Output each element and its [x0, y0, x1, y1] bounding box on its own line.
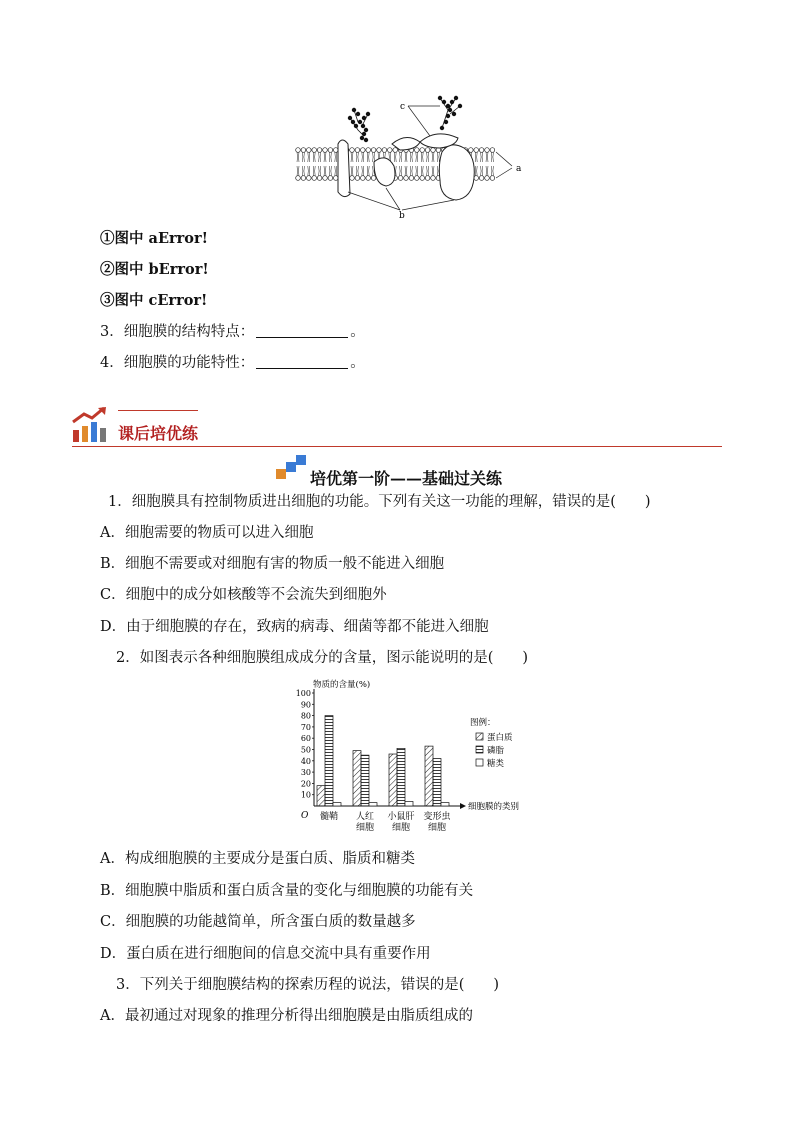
lipid-head — [296, 176, 301, 181]
lipid-tail — [335, 166, 337, 176]
lipid-head — [490, 148, 495, 153]
lipid-tail — [319, 166, 321, 176]
lipid-head — [371, 148, 376, 153]
fill-item-2: ②图中 bError! — [100, 261, 209, 278]
lipid-head — [420, 176, 425, 181]
lipid-tail — [427, 152, 429, 162]
lipid-tail — [313, 152, 315, 162]
lipid-tail — [481, 152, 483, 162]
legend-label: 蛋白质 — [487, 733, 513, 743]
lipid-head — [323, 148, 328, 153]
lipid-head — [479, 148, 484, 153]
q2-option-b[interactable]: B．细胞膜中脂质和蛋白质含量的变化与细胞膜的功能有关 — [100, 883, 474, 899]
x-axis-arrow — [460, 803, 466, 809]
transmembrane-protein — [338, 140, 350, 197]
y-tick-label: 10 — [300, 790, 311, 800]
lipid-tail — [481, 166, 483, 176]
bar-horizontal — [397, 748, 405, 806]
lipid-tail — [302, 152, 304, 162]
q1-option-c[interactable]: C．细胞中的成分如核酸等不会流失到细胞外 — [100, 587, 387, 603]
large-protein — [439, 145, 474, 200]
lipid-head — [377, 148, 382, 153]
y-tick-label: 80 — [300, 711, 311, 721]
lipid-head — [366, 176, 371, 181]
q2-option-d[interactable]: D．蛋白质在进行细胞间的信息交流中具有重要作用 — [100, 946, 431, 962]
bar-empty — [441, 803, 449, 806]
lipid-tail — [475, 166, 477, 176]
lipid-head — [415, 148, 420, 153]
section-divider-short — [118, 410, 198, 411]
lipid-head — [334, 148, 339, 153]
sugar-dot — [364, 138, 368, 142]
bar-empty — [405, 801, 413, 806]
lipid-tail — [297, 166, 299, 176]
lipid-tail — [491, 166, 493, 176]
lipid-tail — [410, 152, 412, 162]
lipid-tail — [362, 166, 364, 176]
lipid-head — [361, 148, 366, 153]
y-tick-label: 70 — [300, 722, 311, 732]
lipid-head — [350, 148, 355, 153]
lipid-tail — [486, 152, 488, 162]
label-c: c — [400, 102, 406, 112]
lipid-tail — [302, 166, 304, 176]
section-divider — [72, 446, 722, 447]
y-tick-label: 60 — [300, 734, 311, 744]
lipid-head — [382, 148, 387, 153]
lipid-tail — [394, 152, 396, 162]
lipid-tail — [313, 166, 315, 176]
y-tick-label: 30 — [300, 768, 311, 778]
category-label: 细胞 — [355, 823, 375, 833]
lipid-head — [425, 176, 430, 181]
sugar-dot — [364, 128, 368, 132]
question-3-stem: 3．下列关于细胞膜结构的探索历程的说法，错误的是( ) — [116, 977, 500, 993]
lipid-tail — [297, 152, 299, 162]
legend-label: 磷脂 — [487, 746, 505, 756]
fill-item-1: ①图中 aError! — [100, 230, 208, 247]
lipid-tail — [427, 166, 429, 176]
q1-option-a[interactable]: A．细胞需要的物质可以进入细胞 — [100, 525, 314, 541]
lipid-head — [388, 148, 393, 153]
membrane-composition-chart — [284, 676, 536, 842]
lipid-head — [404, 176, 409, 181]
lipid-head — [301, 148, 306, 153]
lipid-tail — [437, 152, 439, 162]
lipid-tail — [432, 166, 434, 176]
q3-option-a[interactable]: A．最初通过对现象的推理分析得出细胞膜是由脂质组成的 — [100, 1008, 473, 1024]
lipid-head — [490, 176, 495, 181]
lipid-head — [469, 148, 474, 153]
lipid-head — [317, 148, 322, 153]
lipid-head — [398, 176, 403, 181]
lipid-tail — [324, 166, 326, 176]
lipid-head — [307, 176, 312, 181]
lipid-tail — [410, 166, 412, 176]
lipid-head — [307, 148, 312, 153]
q2-option-a[interactable]: A．构成细胞膜的主要成分是蛋白质、脂质和糖类 — [100, 851, 415, 867]
category-label: 细胞 — [427, 823, 447, 833]
lipid-head — [301, 176, 306, 181]
lipid-tail — [416, 166, 418, 176]
category-label: 变形虫 — [423, 812, 451, 822]
lipid-tail — [367, 166, 369, 176]
y-tick-label: 20 — [300, 779, 311, 789]
lipid-head — [334, 176, 339, 181]
y-tick-label: 90 — [300, 700, 311, 710]
bar-diagonal — [317, 786, 325, 806]
lipid-tail — [362, 152, 364, 162]
lipid-tail — [405, 152, 407, 162]
lipid-tail — [351, 166, 353, 176]
lipid-head — [317, 176, 322, 181]
question-2-stem: 2．如图表示各种细胞膜组成成分的含量，图示能说明的是( ) — [116, 650, 529, 666]
lipid-tail — [329, 166, 331, 176]
lipid-tail — [486, 166, 488, 176]
q1-option-d[interactable]: D．由于细胞膜的存在，致病的病毒、细菌等都不能进入细胞 — [100, 619, 489, 635]
lipid-head — [431, 148, 436, 153]
growth-chart-icon — [70, 406, 110, 444]
lipid-head — [361, 176, 366, 181]
lipid-tail — [367, 152, 369, 162]
lipid-tail — [400, 152, 402, 162]
q1-option-b[interactable]: B．细胞不需要或对细胞有害的物质一般不能进入细胞 — [100, 556, 445, 572]
label-b: b — [399, 211, 405, 220]
sub-section-title: 培优第一阶——基础过关练 — [310, 469, 503, 488]
lipid-tail — [356, 152, 358, 162]
legend-swatch — [476, 746, 483, 753]
lipid-head — [393, 148, 398, 153]
category-label: 髓鞘 — [319, 812, 339, 822]
lipid-head — [350, 176, 355, 181]
bar-horizontal — [433, 759, 441, 806]
y-tick-label: 100 — [295, 689, 311, 698]
category-label: 细胞 — [391, 823, 411, 833]
lipid-tail — [421, 152, 423, 162]
lipid-head — [474, 148, 479, 153]
answer-blank[interactable] — [256, 323, 348, 338]
sugar-dot — [360, 136, 364, 140]
legend-label: 糖类 — [487, 759, 505, 769]
lipid-head — [420, 148, 425, 153]
lipid-tail — [400, 166, 402, 176]
lipid-head — [323, 176, 328, 181]
question-function-feature: 4．细胞膜的功能特性： 。 — [100, 355, 365, 371]
bar-diagonal — [389, 754, 397, 806]
bar-diagonal — [353, 751, 361, 806]
lipid-tail — [432, 152, 434, 162]
x-axis-label: 细胞膜的类别 — [468, 802, 520, 812]
legend-swatch — [476, 759, 483, 766]
lipid-head — [328, 148, 333, 153]
fill-item-3: ③图中 cError! — [100, 292, 208, 309]
lipid-head — [355, 148, 360, 153]
lipid-tail — [373, 152, 375, 162]
lipid-tail — [329, 152, 331, 162]
lipid-tail — [421, 166, 423, 176]
lipid-tail — [319, 152, 321, 162]
q2-option-c[interactable]: C．细胞膜的功能越简单，所含蛋白质的数量越多 — [100, 914, 416, 930]
bar-diagonal — [425, 746, 433, 806]
sugar-dot — [356, 112, 360, 116]
stairs-icon — [276, 455, 308, 479]
lipid-head — [296, 148, 301, 153]
y-axis-label: 物质的含量(%) — [313, 680, 371, 690]
question-structure-feature: 3．细胞膜的结构特点： 。 — [100, 324, 365, 340]
lipid-tail — [416, 152, 418, 162]
lipid-tail — [335, 152, 337, 162]
lipid-head — [312, 148, 317, 153]
lipid-head — [328, 176, 333, 181]
bar-horizontal — [361, 755, 369, 806]
lipid-head — [479, 176, 484, 181]
lipid-head — [371, 176, 376, 181]
lipid-head — [485, 148, 490, 153]
lipid-tail — [405, 166, 407, 176]
bar-empty — [369, 803, 377, 806]
lipid-head — [485, 176, 490, 181]
lipid-tail — [351, 152, 353, 162]
section-title: 课后培优练 — [118, 424, 199, 443]
lipid-head — [431, 176, 436, 181]
sugar-dot — [358, 120, 362, 124]
peripheral-protein — [374, 158, 395, 186]
origin-label: O — [301, 811, 309, 821]
question-1-stem: 1．细胞膜具有控制物质进出细胞的功能。下列有关这一功能的理解，错误的是( ) — [108, 494, 651, 510]
lipid-head — [425, 148, 430, 153]
membrane-diagram — [290, 92, 540, 220]
lipid-tail — [324, 152, 326, 162]
legend-swatch — [476, 733, 483, 740]
answer-blank[interactable] — [256, 354, 348, 369]
y-tick-label: 50 — [300, 745, 311, 755]
lipid-tail — [308, 166, 310, 176]
category-label: 人红 — [355, 812, 375, 822]
label-a: a — [516, 164, 522, 174]
y-tick-label: 40 — [300, 756, 311, 766]
category-label: 小鼠肝 — [387, 812, 415, 822]
bar-horizontal — [325, 716, 333, 806]
lipid-tail — [475, 152, 477, 162]
bar-empty — [333, 803, 341, 806]
lipid-head — [366, 148, 371, 153]
lipid-head — [312, 176, 317, 181]
lipid-tail — [308, 152, 310, 162]
legend-title: 图例： — [470, 718, 496, 728]
lipid-head — [409, 176, 414, 181]
lipid-head — [415, 176, 420, 181]
lipid-head — [355, 176, 360, 181]
lipid-tail — [356, 166, 358, 176]
lipid-tail — [491, 152, 493, 162]
